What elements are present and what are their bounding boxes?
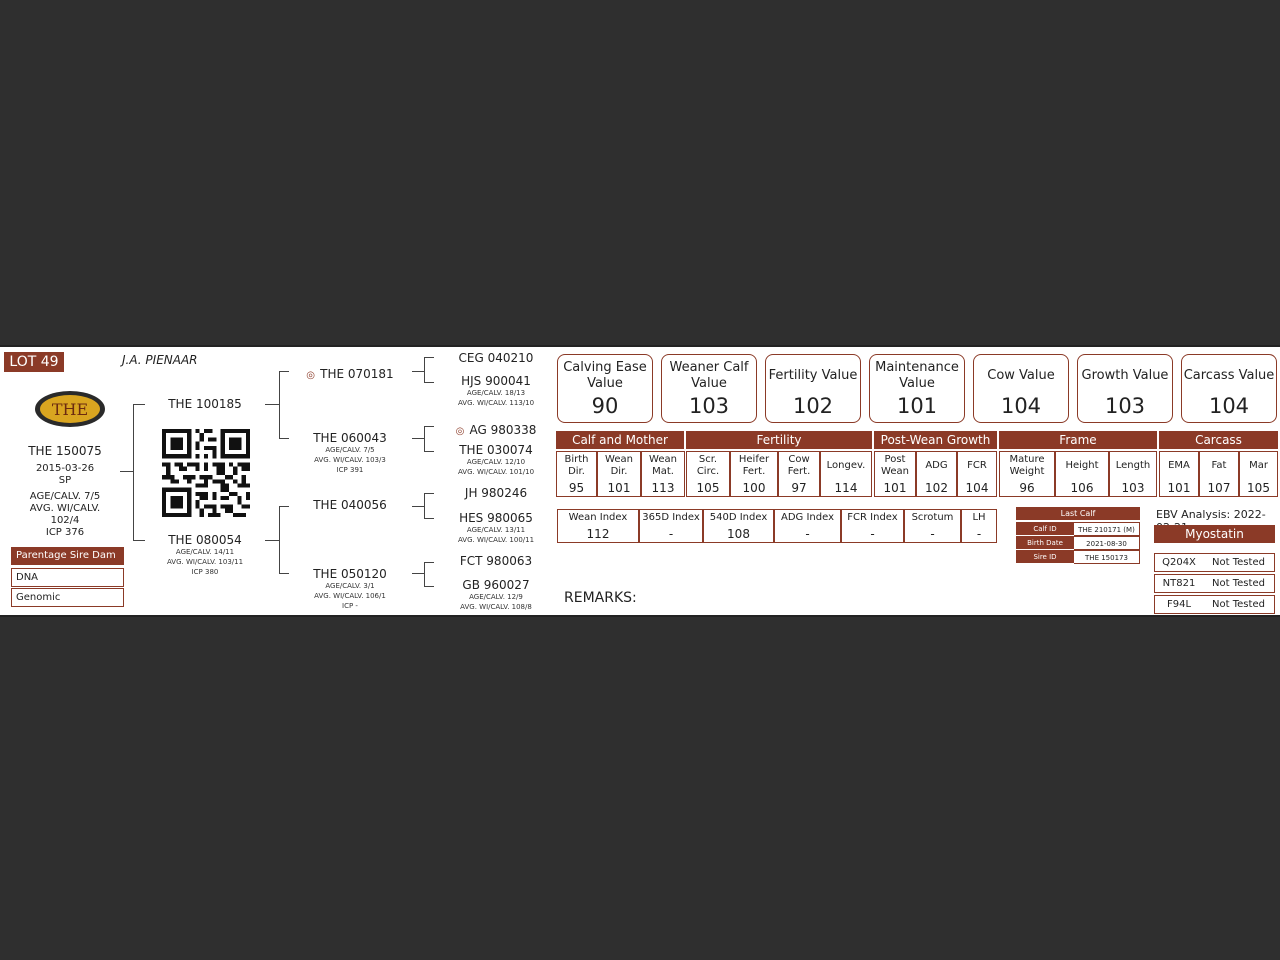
ebv-adg: ADG 102 [916,451,957,497]
myostatin-row: F94L Not Tested [1154,595,1275,614]
group-post-wean-growth: Post-Wean Growth [874,431,997,449]
index-365d: 365D Index - [639,509,703,543]
ebv-fcr: FCR 104 [957,451,997,497]
myostatin-header: Myostatin [1154,525,1275,543]
animal-avg-wi: AVG. WI/CALV. 102/4 [29,503,101,526]
myostatin-table [1154,525,1275,614]
ebv-heifer-fert: Heifer Fert. 100 [730,451,778,497]
ebv-ema: EMA 101 [1159,451,1199,497]
group-frame: Frame [999,431,1157,449]
gg-1: CEG 040210 [458,351,534,365]
sire-id: THE 100185 [168,397,242,411]
ebv-mature-weight: Mature Weight 96 [999,451,1055,497]
gg-2: HJS 900041 AGE/CALV. 18/13 AVG. WI/CALV. 113/10 [457,374,535,407]
value-box-calving-ease: Calving Ease Value 90 [557,354,653,423]
remarks-label: REMARKS: [564,590,637,606]
lot-number: LOT 49 [4,352,64,372]
gg-8: GB 960027 AGE/CALV. 12/9 AVG. WI/CALV. 108/8 [460,578,532,611]
parentage-header: Parentage Sire Dam [11,547,124,565]
ebv-wean-dir: Wean Dir. 101 [597,451,641,497]
sale-lot-card [0,345,1280,617]
index-adg: ADG Index - [774,509,841,543]
ebv-analysis-date: EBV Analysis: 2022- [1156,508,1266,521]
group-calf-and-mother: Calf and Mother [556,431,684,449]
ebv-mar: Mar 105 [1239,451,1278,497]
ebv-birth-dir: Birth Dir. 95 [556,451,597,497]
target-icon: ◎ [306,370,316,381]
last-calf-table [1016,507,1140,564]
ebv-fat: Fat 107 [1199,451,1239,497]
index-wean: Wean Index 112 [557,509,639,543]
group-carcass: Carcass [1159,431,1278,449]
gg-7: FCT 980063 [459,554,533,568]
group-fertility: Fertility [686,431,872,449]
dam-id: THE 080054 [168,533,242,547]
animal-id: THE 150075 [28,444,102,458]
value-box-cow: Cow Value 104 [973,354,1069,423]
qr-code-icon [162,429,250,517]
dam-dam: THE 050120 AGE/CALV. 3/1 AVG. WI/CALV. 106/1 ICP - [313,567,387,610]
sire-dam: THE 060043 AGE/CALV. 7/5 AVG. WI/CALV. 103/3 ICP 391 [313,431,387,474]
svg-text:THE: THE [51,400,89,419]
value-box-fertility: Fertility Value 102 [765,354,861,423]
ebv-longev: Longev. 114 [820,451,872,497]
parentage-table [11,547,124,607]
gg-3: ◎ AG 980338 [455,423,537,437]
myostatin-row: Q204X Not Tested [1154,553,1275,572]
value-box-weaner-calf: Weaner Calf Value 103 [661,354,757,423]
last-calf-row: Sire ID THE 150173 [1016,550,1140,564]
index-scrotum: Scrotum - [904,509,961,543]
dam-info: THE 080054 AGE/CALV. 14/11 AVG. WI/CALV. 103/11 ICP 380 [150,533,260,577]
target-icon: ◎ [455,426,465,437]
parentage-row-dna: DNA [11,568,124,587]
ebv-cow-fert: Cow Fert. 97 [778,451,820,497]
value-box-maintenance: Maintenance Value 101 [869,354,965,423]
index-lh: LH - [961,509,997,543]
index-fcr: FCR Index - [841,509,904,543]
breeder-name: J.A. PIENAAR [122,353,198,367]
ebv-length: Length 103 [1109,451,1157,497]
animal-info [20,444,110,539]
ebv-post-wean: Post Wean 101 [874,451,916,497]
sire-sire: ◎ THE 070181 [306,367,394,381]
ebv-scr-circ: Scr. Circ. 105 [686,451,730,497]
dam-sire: THE 040056 [313,498,387,512]
gg-6: HES 980065 AGE/CALV. 13/11 AVG. WI/CALV. 100/11 [457,511,535,544]
ebv-height: Height 106 [1055,451,1109,497]
value-box-growth: Growth Value 103 [1077,354,1173,423]
value-box-carcass: Carcass Value 104 [1181,354,1277,423]
animal-type: SP [58,475,72,486]
last-calf-row: Calf ID THE 210171 (M) [1016,522,1140,536]
last-calf-row: Birth Date 2021-08-30 [1016,536,1140,550]
gg-4: THE 030074 AGE/CALV. 12/10 AVG. WI/CALV. 101/10 [457,443,535,476]
animal-age-calv: AGE/CALV. 7/5 [29,491,101,502]
last-calf-header: Last Calf [1016,507,1140,520]
gg-5: JH 980246 [464,486,528,500]
animal-dob: 2015-03-26 [35,463,95,474]
myostatin-row: NT821 Not Tested [1154,574,1275,593]
animal-icp: ICP 376 [45,527,85,538]
ebv-wean-mat: Wean Mat. 113 [641,451,685,497]
parentage-row-genomic: Genomic [11,588,124,607]
index-540d: 540D Index 108 [703,509,774,543]
breeder-logo [34,389,106,429]
